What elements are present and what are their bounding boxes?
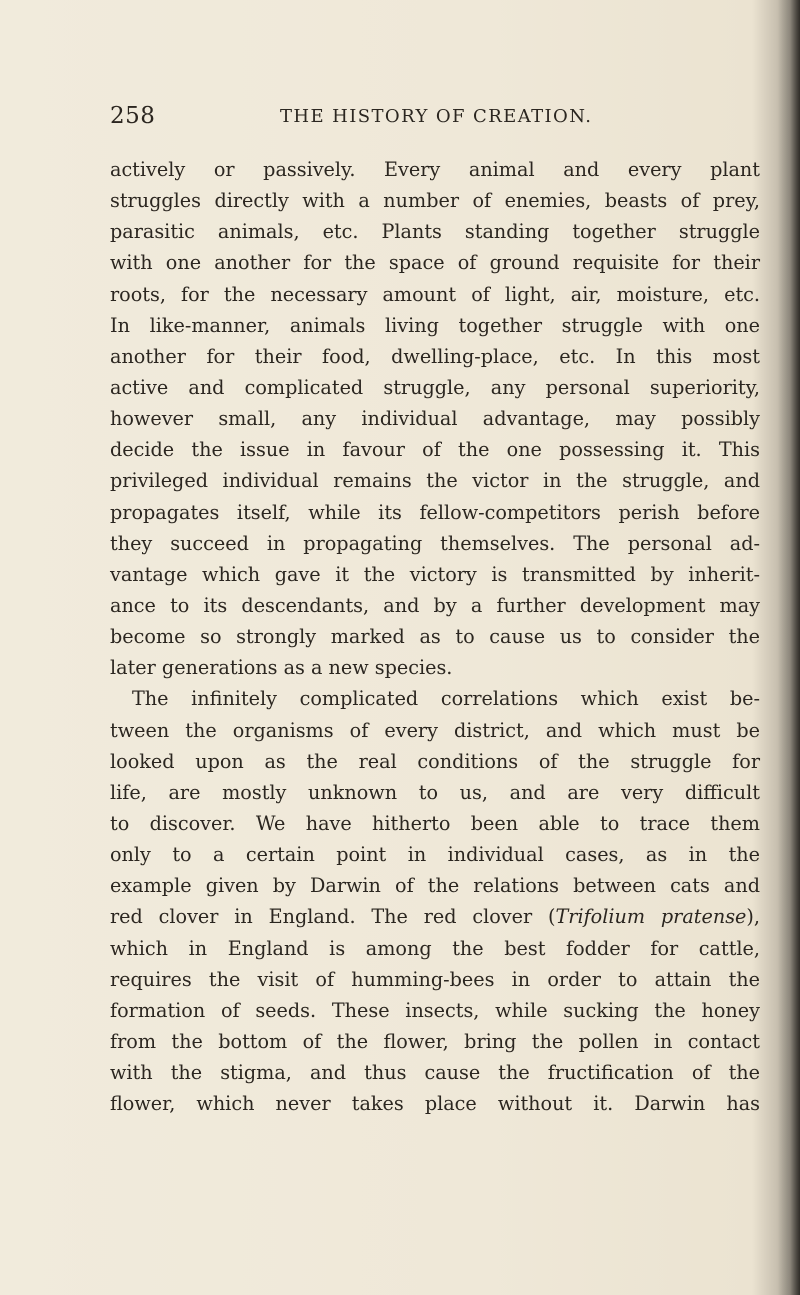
text-line — [110, 310, 760, 341]
text-line — [110, 1088, 760, 1119]
text-line — [110, 777, 760, 808]
line-text: become so strongly marked as to cause us to consider the — [110, 625, 760, 649]
italic-term: Trifolium pratense — [555, 905, 747, 929]
line-text: privileged individual remains the victor in the struggle, and — [110, 469, 760, 493]
text-line — [110, 1057, 760, 1088]
text-line — [110, 995, 760, 1026]
text-line — [110, 746, 760, 777]
text-line — [110, 839, 760, 870]
text-line — [110, 403, 760, 434]
line-text: formation of seeds. These insects, while sucking the honey — [110, 998, 760, 1022]
page-edge-shadow — [778, 0, 800, 1295]
line-text: another for their food, dwelling-place, etc. In this most — [110, 344, 760, 368]
line-text: struggles directly with a number of enemies, beasts of prey, — [110, 189, 760, 213]
text-line — [110, 808, 760, 839]
line-text: roots, for the necessary amount of light, air, moisture, etc. — [110, 282, 760, 306]
text-line — [110, 683, 760, 714]
text-line — [110, 434, 760, 465]
text-line — [110, 465, 760, 496]
text-line — [110, 559, 760, 590]
line-text: with the stigma, and thus cause the fructification of the — [110, 1061, 760, 1085]
line-text: actively or passively. Every animal and every plant — [110, 158, 760, 181]
text-line — [110, 933, 760, 964]
text-line — [110, 185, 760, 216]
text-line — [110, 154, 760, 185]
text-line — [110, 372, 760, 403]
line-text: flower, which never takes place without it. Darwin has — [110, 1092, 760, 1116]
text-line — [110, 901, 760, 932]
line-text: parasitic animals, etc. Plants standing together struggle — [110, 220, 760, 244]
line-text: The infinitely complicated correlations which exist be- — [132, 687, 760, 711]
line-text-after: ), — [746, 905, 760, 929]
line-text: with one another for the space of ground requisite for their — [110, 251, 760, 275]
line-text: life, are mostly unknown to us, and are very difficult — [110, 780, 760, 804]
line-text: propagates itself, while its fellow-competitors perish before — [110, 500, 760, 524]
running-title: THE HISTORY OF CREATION. — [280, 106, 593, 127]
text-line — [110, 528, 760, 559]
text-line — [110, 247, 760, 278]
line-text: decide the issue in favour of the one possessing it. This — [110, 438, 760, 462]
text-line — [110, 1026, 760, 1057]
text-line — [110, 964, 760, 995]
line-text: they succeed in propagating themselves. The personal ad- — [110, 531, 760, 555]
text-line — [110, 279, 760, 310]
line-text: tween the organisms of every district, and which must be — [110, 718, 760, 742]
text-line — [110, 621, 760, 652]
text-line — [110, 216, 760, 247]
line-text: example given by Darwin of the relations between cats and — [110, 874, 760, 898]
line-text: however small, any individual advantage, may possibly — [110, 407, 760, 431]
text-line — [110, 870, 760, 901]
body-text — [110, 154, 760, 1119]
line-text: which in England is among the best fodder for cattle, — [110, 936, 760, 960]
line-text: only to a certain point in individual cases, as in the — [110, 843, 760, 867]
page-number: 258 — [110, 103, 156, 129]
line-text: active and complicated struggle, any personal superiority, — [110, 375, 760, 399]
line-text: later generations as a new species. — [110, 656, 453, 680]
text-line — [110, 341, 760, 372]
text-line — [110, 715, 760, 746]
text-line — [110, 497, 760, 528]
line-text: ance to its descendants, and by a further development may — [110, 593, 760, 617]
line-text: red clover in England. The red clover ( — [110, 905, 556, 929]
text-line — [110, 590, 760, 621]
line-text: requires the visit of humming-bees in order to attain the — [110, 967, 760, 991]
line-text: from the bottom of the flower, bring the pollen in contact — [110, 1029, 760, 1053]
text-line — [110, 652, 760, 683]
line-text: to discover. We have hitherto been able to trace them — [110, 811, 760, 835]
line-text: looked upon as the real conditions of the struggle for — [110, 749, 760, 773]
line-text: In like-manner, animals living together struggle with one — [110, 313, 760, 337]
line-text: vantage which gave it the victory is transmitted by inherit- — [110, 562, 760, 586]
running-head — [110, 103, 760, 133]
